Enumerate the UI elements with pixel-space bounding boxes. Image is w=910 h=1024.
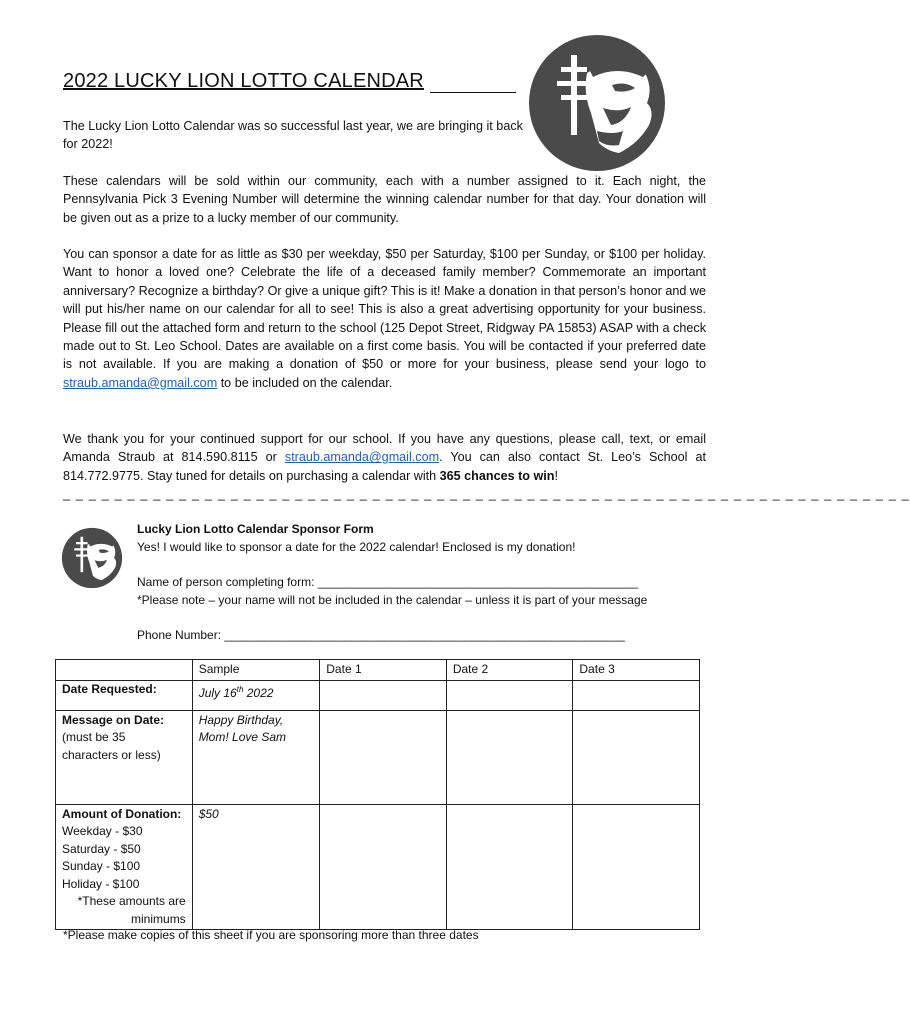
amount-note-2: minimums (131, 911, 186, 926)
email-link[interactable]: straub.amanda@gmail.com (63, 375, 218, 390)
sample-date (192, 680, 320, 710)
date2-cell[interactable] (446, 680, 573, 710)
sponsor-paragraph (63, 245, 706, 392)
sample-message-1: Happy Birthday, (198, 712, 284, 727)
sample-message-2: Mom! Love Sam (198, 730, 287, 744)
sample-date-sup: th (236, 685, 244, 694)
sponsor-form-header (137, 520, 697, 644)
sponsor-table (55, 659, 700, 930)
message-sub2: characters or less) (62, 747, 161, 762)
sample-amount: $50 (192, 804, 320, 930)
message-label-cell (56, 710, 193, 804)
date-requested-label: Date Requested: (56, 680, 193, 710)
thanks-paragraph (63, 430, 706, 485)
amount-sunday: Sunday - $100 (62, 859, 141, 873)
amount-holiday: Holiday - $100 (62, 876, 140, 891)
table-header-cell (56, 660, 193, 681)
table-header-row (56, 660, 700, 681)
message3-cell[interactable] (573, 710, 700, 804)
email-link-2[interactable]: straub.amanda@gmail.com (284, 450, 440, 465)
title-underline (430, 92, 516, 93)
lion-cross-logo (527, 33, 667, 173)
amount2-cell[interactable] (446, 804, 573, 930)
table-header-cell: Date 1 (320, 660, 447, 681)
table-header-cell: Sample (192, 660, 320, 681)
table-header-cell: Date 3 (573, 660, 700, 681)
amount3-cell[interactable] (573, 804, 700, 930)
intro-paragraph: The Lucky Lion Lotto Calendar was so successful last year, we are bringing it back for 2022! (63, 119, 523, 152)
form-title: Lucky Lion Lotto Calendar Sponsor Form (137, 522, 374, 536)
amount-saturday: Saturday - $50 (62, 841, 141, 856)
table-row-message (56, 710, 700, 804)
table-row-date (56, 680, 700, 710)
table-header-cell: Date 2 (446, 660, 573, 681)
amount-weekday: Weekday - $30 (62, 824, 143, 838)
amount1-cell[interactable] (320, 804, 447, 930)
thanks-text: We thank you for your continued support for our school. If you have any questions, please call, text, or email Amanda Straub at 814.590.8115 or (63, 432, 706, 465)
sample-message-cell (192, 710, 320, 804)
amount-note-1: *These amounts are (77, 894, 186, 908)
sponsor-text-end: to be included on the calendar. (220, 375, 393, 390)
name-field-line[interactable]: Name of person completing form: ________________________________________________ (137, 575, 639, 589)
form-yes-line: Yes! I would like to sponsor a date for the 2022 calendar! Enclosed is my donation! (137, 540, 576, 554)
phone-field-line[interactable]: Phone Number: ____________________________________________________________ (137, 628, 625, 642)
sample-date-text: July 16 (198, 686, 237, 700)
amount-label: Amount of Donation: (62, 806, 182, 821)
message2-cell[interactable] (446, 710, 573, 804)
message-sub1: (must be 35 (62, 730, 126, 744)
thanks-text-2: . You can also contact St. Leo’s School at 814.772.9775. Stay tuned for details on purchasing a calendar with (63, 450, 706, 483)
page-title: 2022 LUCKY LION LOTTO CALENDAR (63, 70, 424, 92)
date3-cell[interactable] (573, 680, 700, 710)
lion-cross-logo-small (61, 527, 123, 589)
thanks-end: ! (554, 468, 558, 483)
sponsor-text: You can sponsor a date for as little as $30 per weekday, $50 per Saturday, $100 per Sunday, or $100 per holiday. Want to honor a loved one? Celebrate the life of a deceased family member? Commemorate an important anniversary? Recognize a birthday? Or give a unique gift? This is it! Make a donation in that person’s honor and we will put his/her name on our calendar for all to see! This is also a great advertising opportunity for your business. Please fill out the attached form and return to the school (125 Depot Street, Ridgway PA 15853) ASAP with a check made out to St. Leo School. Dates are available on a first come basis. You will be contacted if your preferred date is not available. If you are making a donation of $50 or more for your business, please send your logo to (63, 247, 706, 372)
cut-line: _ _ _ _ _ _ _ _ _ _ _ _ _ _ _ _ _ _ _ _ _ _ _ _ _ _ _ _ _ _ _ _ _ _ _ _ _ _ _ _ _ _ _ _ _ _ _ _ _ _ _ _ _ _ _ _ _ _ _ _ _ _ _ _ _ _ (63, 487, 910, 501)
message-label: Message on Date: (62, 712, 165, 727)
amount-label-cell (56, 804, 193, 930)
form-note-line: *Please note – your name will not be included in the calendar – unless it is part of your message (137, 593, 648, 607)
chances-bold: 365 chances to win (439, 468, 555, 483)
message1-cell[interactable] (320, 710, 447, 804)
sample-date-year: 2022 (243, 686, 274, 700)
calendar-description-paragraph: These calendars will be sold within our community, each with a number assigned to it. Each night, the Pennsylvania Pick 3 Evening Number will determine the winning calendar number for that day. Your donation will be given out as a prize to a lucky member of our community. (63, 174, 706, 225)
footnote: *Please make copies of this sheet if you are sponsoring more than three dates (63, 928, 479, 942)
table-row-amount (56, 804, 700, 930)
date1-cell[interactable] (320, 680, 447, 710)
